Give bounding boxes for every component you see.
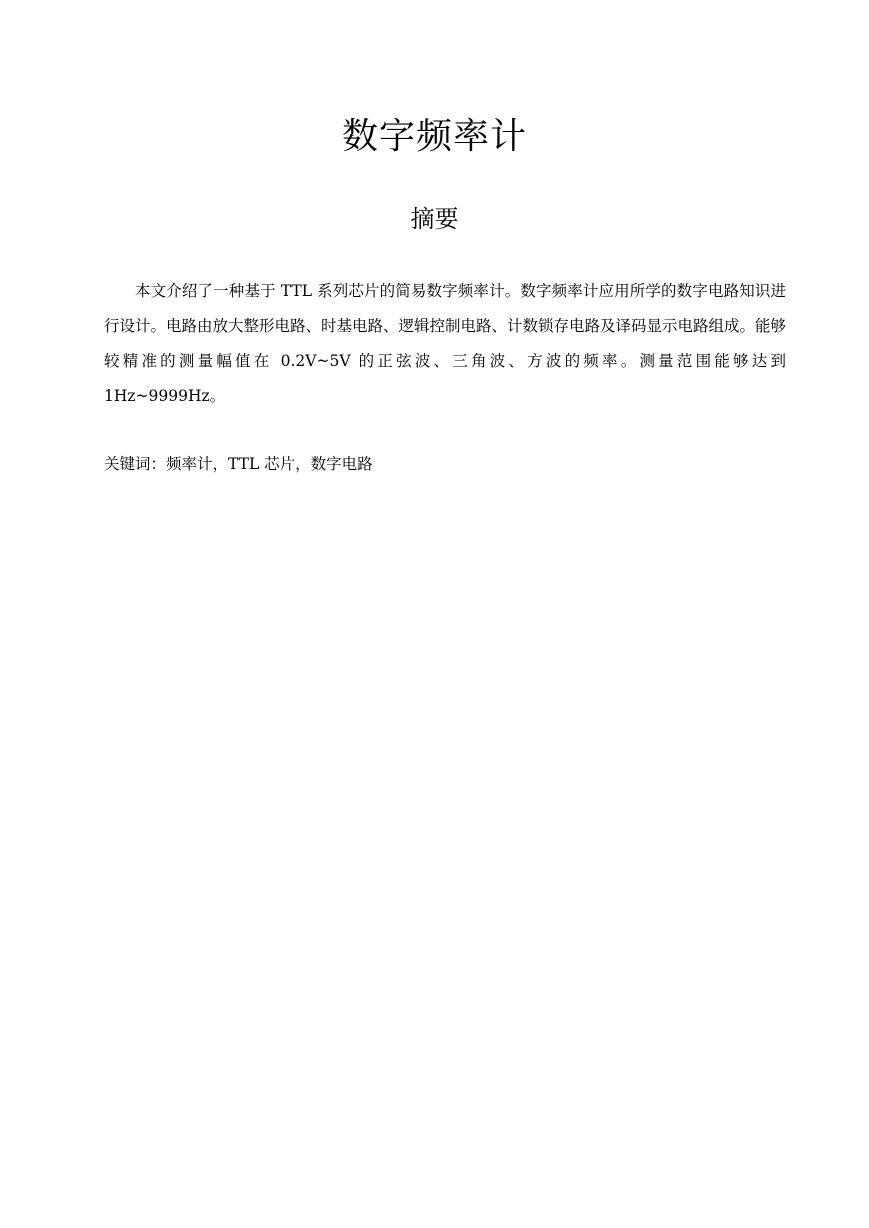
- document-title: 数字频率计: [341, 116, 527, 157]
- keywords-line: 关键词：频率计，TTL 芯片，数字电路: [104, 455, 373, 473]
- abstract-heading: 摘要: [410, 205, 459, 233]
- abstract-paragraph: 本文介绍了一种基于 TTL 系列芯片的简易数字频率计。数字频率计应用所学的数字电路知识进行设计。电路由放大整形电路、时基电路、逻辑控制电路、计数锁存电路及译码显示电路组成。能够较精准的测量幅值在 0.2V~5V 的正弦波、三角波、方波的频率。测量范围能够达到 1Hz~9999Hz。: [104, 282, 787, 405]
